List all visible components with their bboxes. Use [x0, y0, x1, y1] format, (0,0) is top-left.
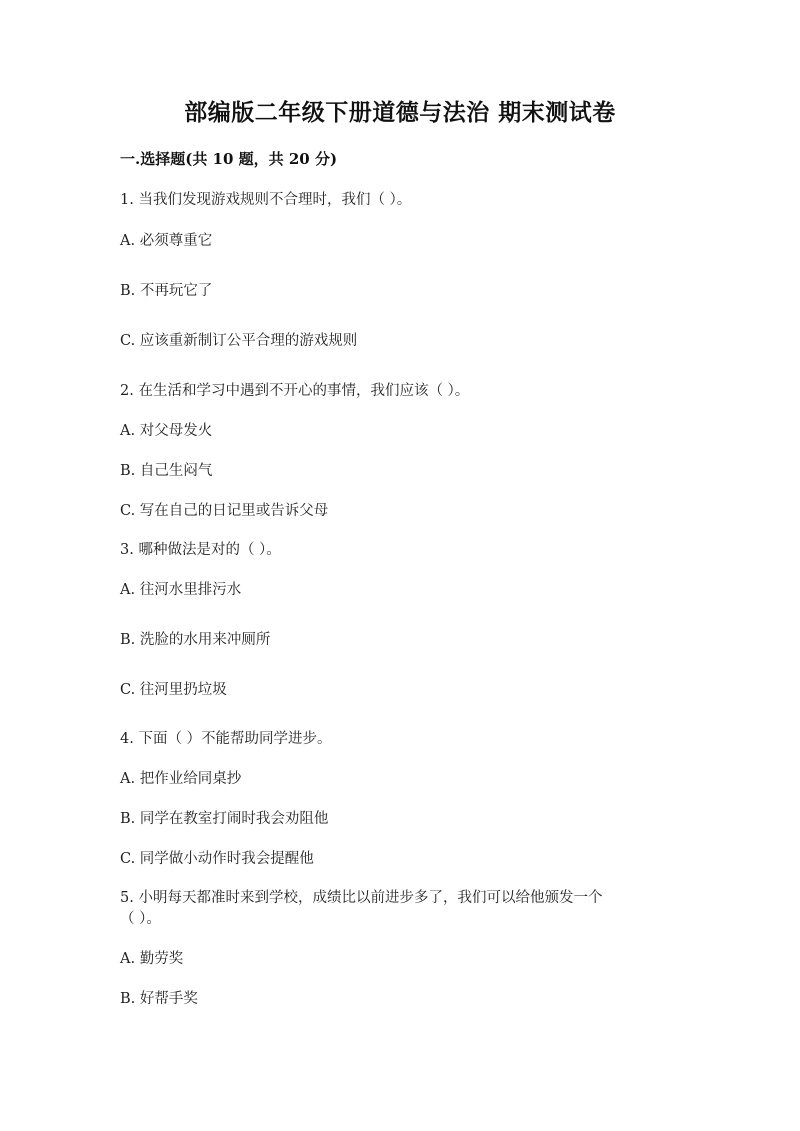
question-1-option-c: C. 应该重新制订公平合理的游戏规则	[120, 333, 358, 349]
question-5-option-a: A. 勤劳奖	[120, 951, 184, 967]
question-4-option-a: A. 把作业给同桌抄	[120, 771, 242, 787]
question-2-stem: 2. 在生活和学习中遇到不开心的事情，我们应该（ ）。	[120, 383, 470, 399]
question-3-option-c: C. 往河里扔垃圾	[120, 682, 227, 698]
question-1-stem: 1. 当我们发现游戏规则不合理时，我们（ ）。	[120, 192, 412, 208]
question-4-option-c: C. 同学做小动作时我会提醒他	[120, 851, 314, 867]
question-2-option-b: B. 自己生闷气	[120, 463, 213, 479]
question-4-option-b: B. 同学在教室打闹时我会劝阻他	[120, 811, 329, 827]
question-5-option-b: B. 好帮手奖	[120, 991, 198, 1007]
question-4-stem: 4. 下面（ ）不能帮助同学进步。	[120, 731, 332, 747]
question-1-option-b: B. 不再玩它了	[120, 283, 213, 299]
question-2-option-c: C. 写在自己的日记里或告诉父母	[120, 503, 329, 519]
question-2-option-a: A. 对父母发火	[120, 423, 213, 439]
question-5-stem-continued: （ ）。	[120, 911, 161, 927]
page-title: 部编版二年级下册道德与法治 期末测试卷	[184, 99, 616, 126]
section-heading: 一.选择题(共 10 题，共 20 分)	[120, 150, 338, 168]
question-1-option-a: A. 必须尊重它	[120, 233, 213, 249]
question-3-option-a: A. 往河水里排污水	[120, 582, 242, 598]
question-3-stem: 3. 哪种做法是对的（ ）。	[120, 542, 281, 558]
question-5-stem: 5. 小明每天都准时来到学校，成绩比以前进步多了，我们可以给他颁发一个	[120, 890, 603, 906]
question-3-option-b: B. 洗脸的水用来冲厕所	[120, 632, 271, 648]
